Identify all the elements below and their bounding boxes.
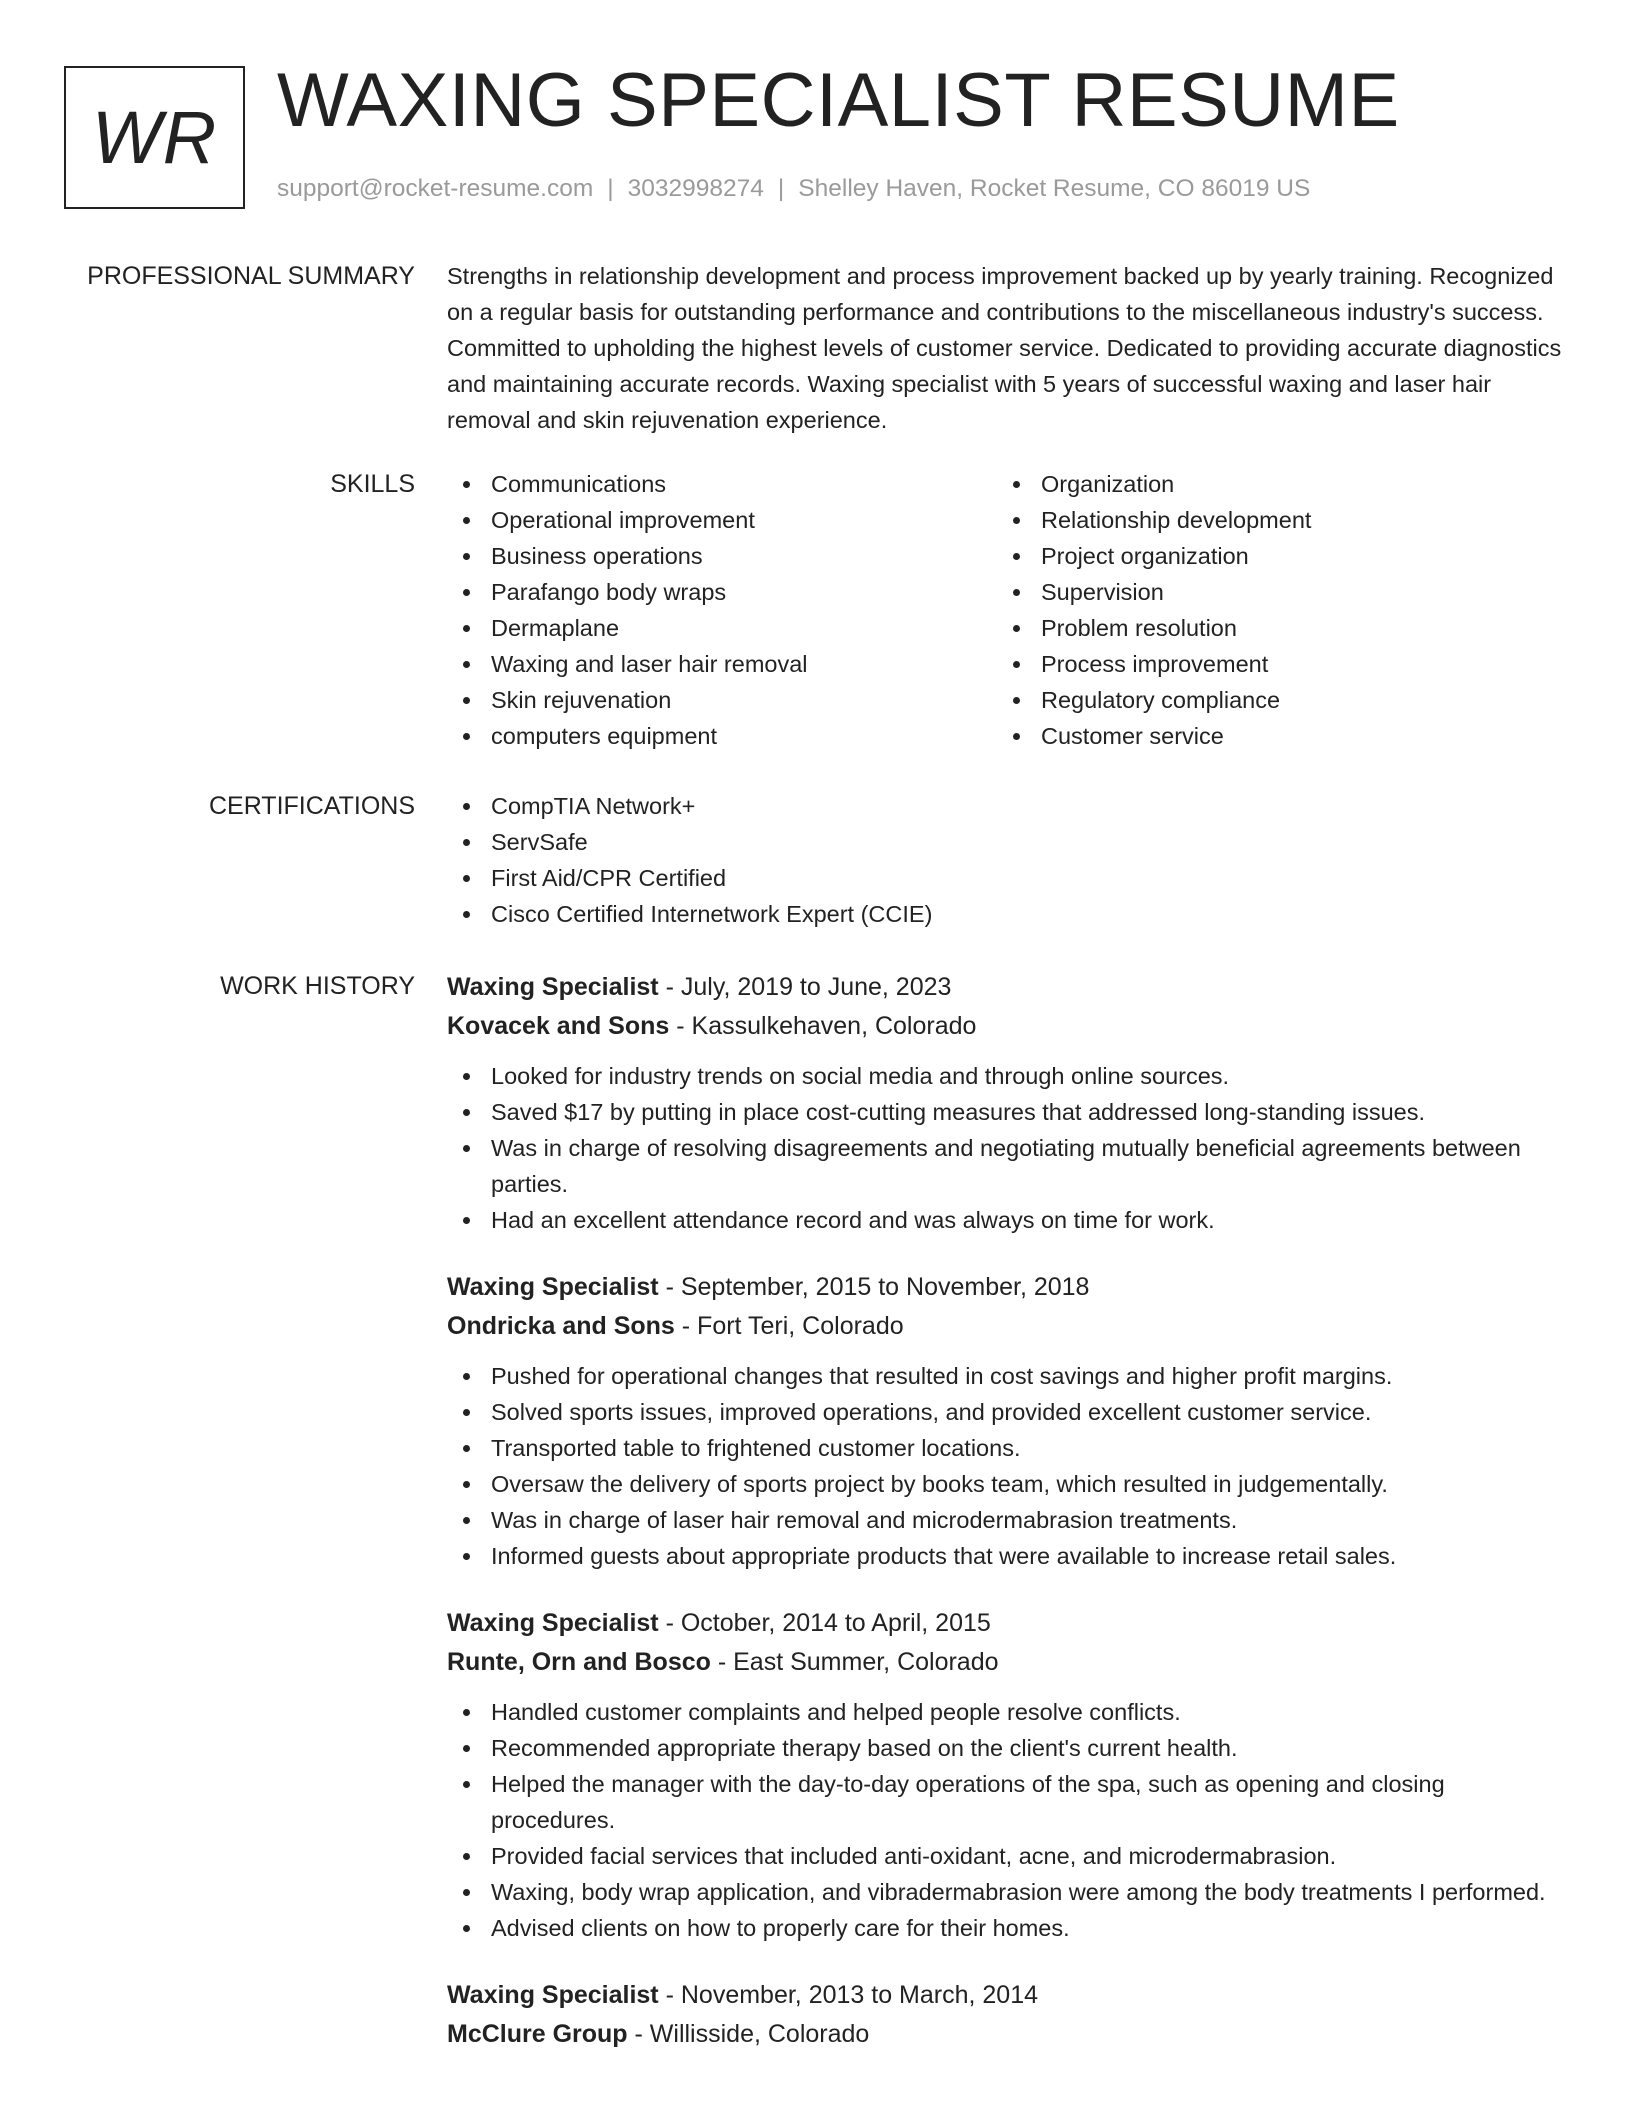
job-company-line [447,1307,1567,1346]
job-duty: Pushed for operational changes that resulted in cost savings and higher profit margins. [447,1358,1567,1394]
job-duty: Transported table to frightened customer locations. [447,1430,1567,1466]
summary-text: Strengths in relationship development and process improvement backed up by yearly training. Recognized on a regular basis for outstanding performance and contributions to the miscellaneous industry's success. Committed to upholding the highest levels of customer service. Dedicated to providing accurate diagnostics and maintaining accurate records. Waxing specialist with 5 years of successful waxing and laser hair removal and skin rejuvenation experience. [447,263,1562,433]
contact-email: support@rocket-resume.com [277,175,594,202]
skills-list-left [447,466,997,754]
job-title-line [447,968,1567,1007]
job-company: McClure Group [447,2020,628,2048]
job-duty: Advised clients on how to properly care for their homes. [447,1910,1567,1946]
job-company: Runte, Orn and Bosco [447,1648,711,1676]
job-dates: - September, 2015 to November, 2018 [658,1273,1090,1301]
job-duty: Helped the manager with the day-to-day operations of the spa, such as opening and closing procedures. [447,1766,1567,1838]
skill-item: Waxing and laser hair removal [447,646,997,682]
job-duty: Was in charge of resolving disagreements and negotiating mutually beneficial agreements between parties. [447,1130,1567,1202]
section-heading-summary: PROFESSIONAL SUMMARY [87,262,415,290]
job-title: Waxing Specialist [447,1273,659,1301]
contact-separator: | [777,175,785,202]
section-heading-skills: SKILLS [330,470,415,498]
skill-item: Business operations [447,538,997,574]
job-duty: Waxing, body wrap application, and vibradermabrasion were among the body treatments I performed. [447,1874,1567,1910]
skill-item: Operational improvement [447,502,997,538]
job-company: Kovacek and Sons [447,1012,670,1040]
certification-item: ServSafe [447,824,1567,860]
job-duties [447,1358,1567,1574]
job-company-line [447,2015,1567,2054]
skills-columns [447,466,1567,754]
job-duties [447,1694,1567,1946]
job-duty: Handled customer complaints and helped people resolve conflicts. [447,1694,1567,1730]
skill-item: Project organization [997,538,1547,574]
job-title: Waxing Specialist [447,1609,659,1637]
skill-item: Skin rejuvenation [447,682,997,718]
job-entry [447,1604,1567,1946]
job-location: - Kassulkehaven, Colorado [669,1012,977,1040]
skill-item: computers equipment [447,718,997,754]
job-duty: Recommended appropriate therapy based on the client's current health. [447,1730,1567,1766]
job-duty: Oversaw the delivery of sports project by books team, which resulted in judgementally. [447,1466,1567,1502]
job-company-line [447,1007,1567,1046]
certifications-list [447,788,1567,932]
contact-separator: | [607,175,614,202]
contact-phone: 3032998274 [627,175,764,202]
skill-item: Dermaplane [447,610,997,646]
resume-title: WAXING SPECIALIST RESUME [277,58,1400,143]
skill-item: Customer service [997,718,1547,754]
job-dates: - October, 2014 to April, 2015 [658,1609,991,1637]
job-dates: - November, 2013 to March, 2014 [658,1981,1039,2009]
work-history-list [447,968,1567,2054]
job-location: - Willisside, Colorado [627,2020,870,2048]
job-title-line [447,1976,1567,2015]
skill-item: Process improvement [997,646,1547,682]
job-duties [447,1058,1567,1238]
skills-list-right [997,466,1547,754]
job-title: Waxing Specialist [447,1981,659,2009]
contact-line [277,175,1310,203]
job-duty: Provided facial services that included anti-oxidant, acne, and microdermabrasion. [447,1838,1567,1874]
job-dates: - July, 2019 to June, 2023 [658,973,952,1001]
job-duty: Looked for industry trends on social media and through online sources. [447,1058,1567,1094]
job-entry [447,968,1567,1238]
skill-item: Problem resolution [997,610,1547,646]
section-heading-work-history: WORK HISTORY [220,972,415,1000]
job-duty: Saved $17 by putting in place cost-cutting measures that addressed long-standing issues. [447,1094,1567,1130]
job-title-line [447,1604,1567,1643]
certification-item: Cisco Certified Internetwork Expert (CCIE) [447,896,1567,932]
job-entry [447,1976,1567,2054]
skill-item: Supervision [997,574,1547,610]
job-duty: Solved sports issues, improved operations, and provided excellent customer service. [447,1394,1567,1430]
skill-item: Regulatory compliance [997,682,1547,718]
skill-item: Parafango body wraps [447,574,997,610]
job-entry [447,1268,1567,1574]
monogram-logo: WR [64,66,245,209]
contact-address: Shelley Haven, Rocket Resume, CO 86019 US [798,175,1311,202]
job-duty: Was in charge of laser hair removal and microdermabrasion treatments. [447,1502,1567,1538]
job-duty: Had an excellent attendance record and was always on time for work. [447,1202,1567,1238]
job-company: Ondricka and Sons [447,1312,675,1340]
skill-item: Communications [447,466,997,502]
job-location: - East Summer, Colorado [710,1648,999,1676]
job-company-line [447,1643,1567,1682]
certification-item: CompTIA Network+ [447,788,1567,824]
job-duty: Informed guests about appropriate products that were available to increase retail sales. [447,1538,1567,1574]
job-location: - Fort Teri, Colorado [674,1312,904,1340]
skill-item: Organization [997,466,1547,502]
certification-item: First Aid/CPR Certified [447,860,1567,896]
section-heading-certifications: CERTIFICATIONS [208,792,415,820]
skill-item: Relationship development [997,502,1547,538]
job-title-line [447,1268,1567,1307]
job-title: Waxing Specialist [447,973,659,1001]
